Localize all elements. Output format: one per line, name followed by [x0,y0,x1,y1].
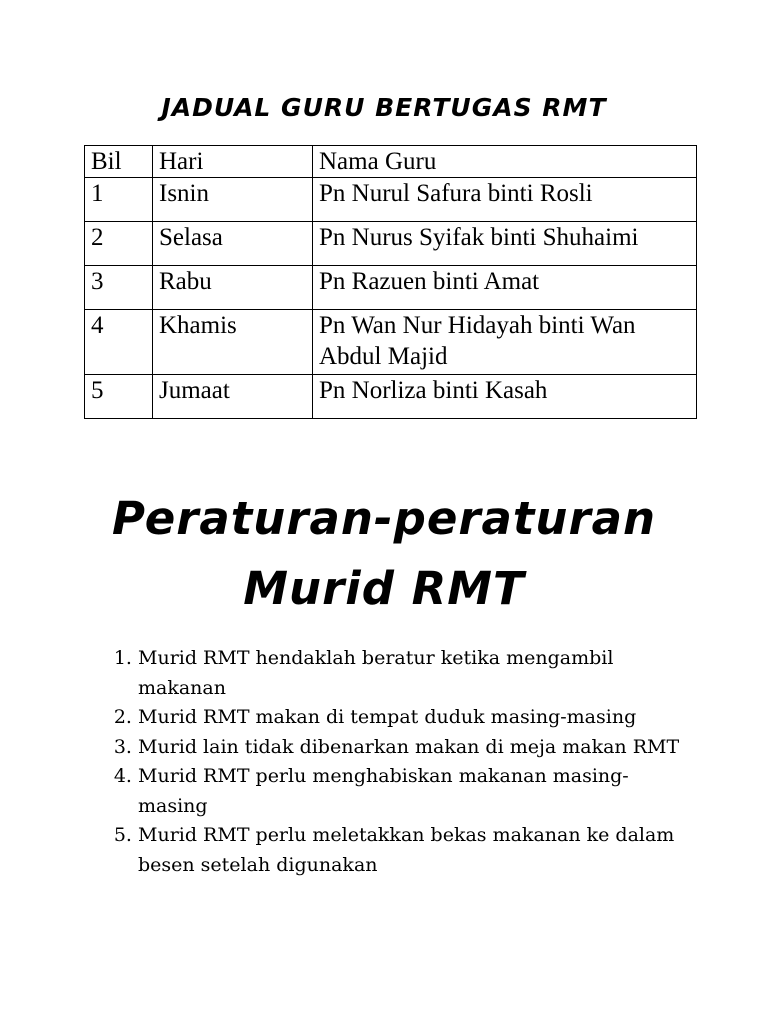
list-item: 4. Murid RMT perlu menghabiskan makanan masing-masing [138,762,698,821]
cell-hari: Isnin [153,178,313,222]
table-row [85,266,697,310]
rules-heading-line-1: Peraturan-peraturan [111,492,657,545]
cell-hari: Jumaat [153,375,313,419]
cell-bil: 4 [85,310,153,375]
cell-bil: 5 [85,375,153,419]
rules-list [100,644,698,880]
table-row [85,222,697,266]
list-item: 1. Murid RMT hendaklah beratur ketika mengambil makanan [138,644,698,703]
cell-bil: 2 [85,222,153,266]
cell-nama-guru: Pn Norliza binti Kasah [313,375,697,419]
cell-nama-guru: Pn Razuen binti Amat [313,266,697,310]
duty-schedule-table [84,145,697,419]
cell-hari: Selasa [153,222,313,266]
cell-hari: Khamis [153,310,313,375]
table-row [85,310,697,375]
list-item: 5. Murid RMT perlu meletakkan bekas makanan ke dalam besen setelah digunakan [138,821,698,880]
cell-nama-guru: Pn Wan Nur Hidayah binti Wan Abdul Majid [313,310,697,375]
table-row [85,375,697,419]
cell-hari: Rabu [153,266,313,310]
list-item: 2. Murid RMT makan di tempat duduk masing-masing [138,703,698,733]
cell-bil: 1 [85,178,153,222]
cell-nama-guru: Pn Nurus Syifak binti Shuhaimi [313,222,697,266]
schedule-title: JADUAL GURU BERTUGAS RMT [161,93,607,122]
header-bil: Bil [85,146,153,178]
list-item: 3. Murid lain tidak dibenarkan makan di meja makan RMT [138,733,698,763]
cell-nama-guru: Pn Nurul Safura binti Rosli [313,178,697,222]
cell-bil: 3 [85,266,153,310]
table-row [85,178,697,222]
table-header-row [85,146,697,178]
rules-heading-line-2: Murid RMT [243,562,525,615]
header-nama-guru: Nama Guru [313,146,697,178]
header-hari: Hari [153,146,313,178]
